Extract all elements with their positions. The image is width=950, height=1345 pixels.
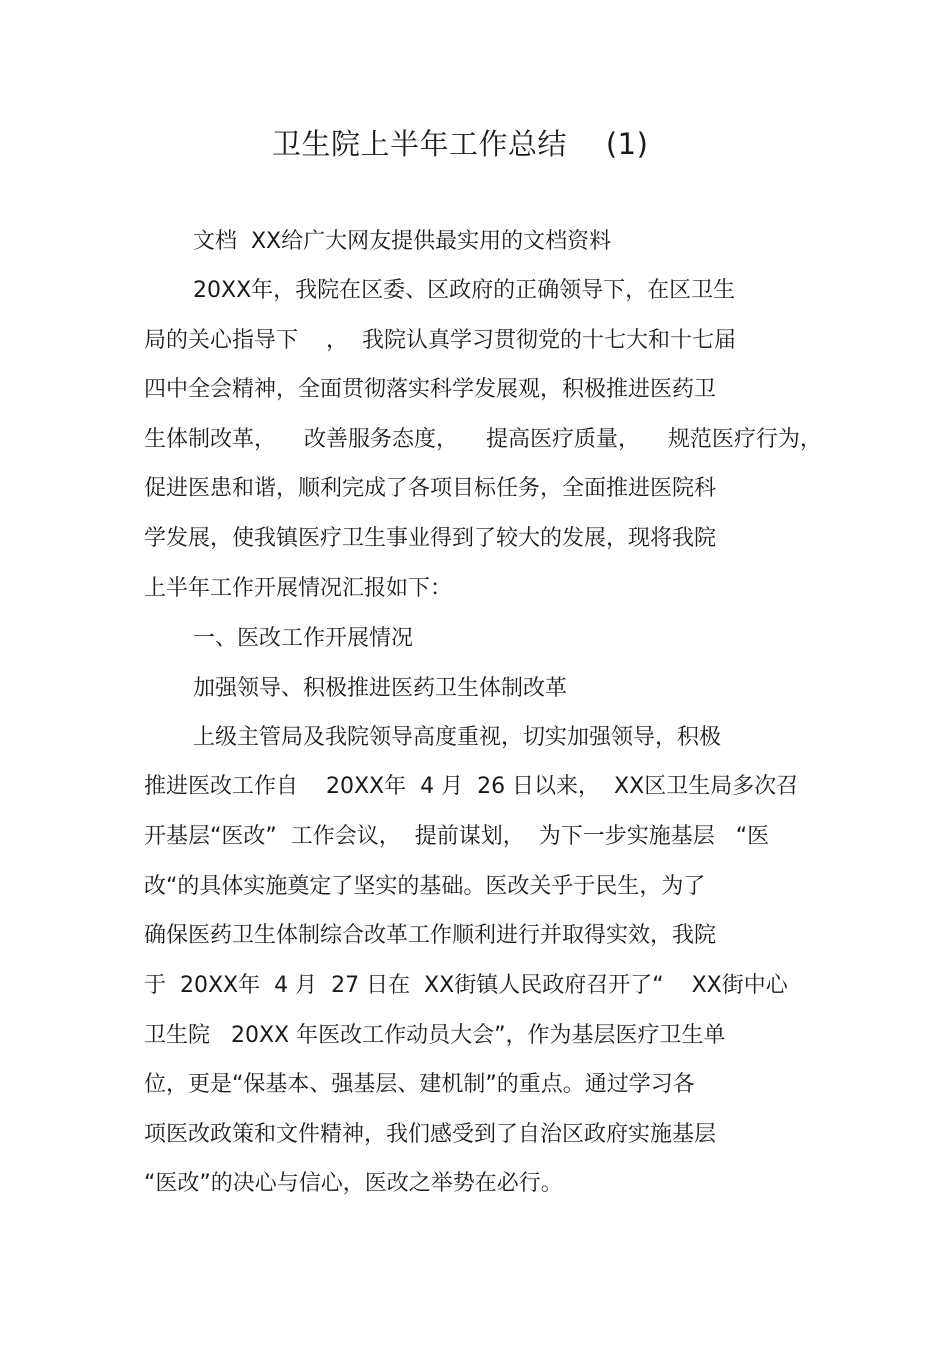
paragraph-1-line-5: 促进医患和谐，顺利完成了各项目标任务，全面推进医院科 (144, 476, 717, 501)
paragraph-2-line-6: 于 20XX年 4 月 27 日在 XX街镇人民政府召开了“ XX街中心 (144, 973, 788, 998)
paragraph-1-line-3: 四中全会精神，全面贯彻落实科学发展观，积极推进医药卫 (144, 377, 717, 402)
paragraph-2-line-5: 确保医药卫生体制综合改革工作顺利进行并取得实效，我院 (144, 923, 717, 948)
paragraph-2-line-9: 项医改政策和文件精神，我们感受到了自治区政府实施基层 (144, 1122, 717, 1147)
paragraph-1-line-7: 上半年工作开展情况汇报如下： (144, 576, 453, 601)
paragraph-2-line-2: 推进医改工作自 20XX年 4 月 26 日以来， XX区卫生局多次召 (144, 774, 799, 799)
section-heading-1: 一、医改工作开展情况 (193, 626, 414, 651)
paragraph-2-line-7: 卫生院 20XX 年医改工作动员大会”，作为基层医疗卫生单 (144, 1023, 726, 1048)
paragraph-2-line-10: “医改”的决心与信心，医改之举势在必行。 (144, 1171, 563, 1196)
subheading-1: 加强领导、积极推进医药卫生体制改革 (193, 676, 568, 701)
intro-line: 文档 XX给广大网友提供最实用的文档资料 (193, 229, 612, 254)
paragraph-2-line-3: 开基层“医改” 工作会议， 提前谋划， 为下一步实施基层 “医 (144, 824, 770, 849)
paragraph-1-line-6: 学发展，使我镇医疗卫生事业得到了较大的发展，现将我院 (144, 526, 717, 551)
document-title: 卫生院上半年工作总结 (1) (272, 127, 649, 161)
paragraph-2-line-8: 位，更是“保基本、强基层、建机制”的重点。通过学习各 (144, 1072, 695, 1097)
paragraph-1-line-2: 局的关心指导下 ， 我院认真学习贯彻党的十七大和十七届 (144, 328, 736, 353)
paragraph-2-line-1: 上级主管局及我院领导高度重视，切实加强领导，积极 (193, 725, 722, 750)
paragraph-1-line-1: 20XX年，我院在区委、区政府的正确领导下，在区卫生 (193, 278, 736, 303)
paragraph-2-line-4: 改“的具体实施奠定了坚实的基础。医改关乎于民生，为了 (144, 874, 706, 899)
paragraph-1-line-4: 生体制改革， 改善服务态度， 提高医疗质量， 规范医疗行为， (144, 427, 822, 452)
